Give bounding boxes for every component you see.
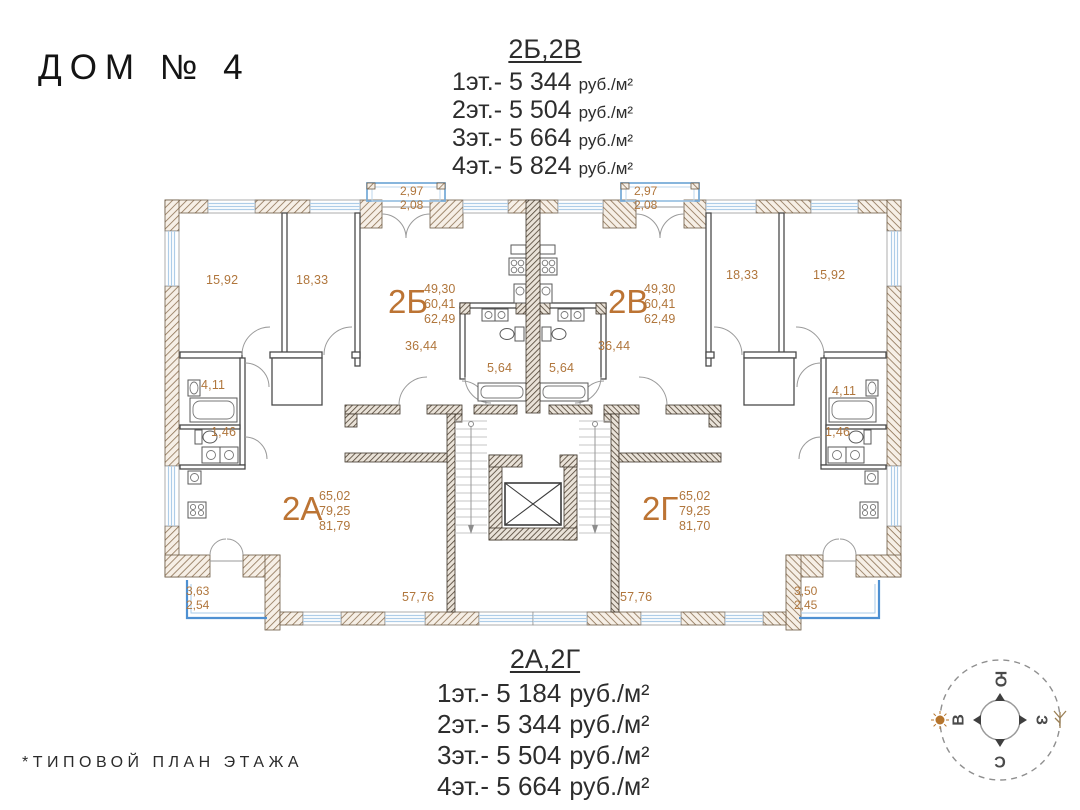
- price-header-2a2g: 2А,2Г: [509, 644, 581, 674]
- area-value: 65,02: [679, 489, 711, 503]
- room-label-left-bath-small: 5,64: [487, 361, 513, 375]
- room-label-left-bedroom1: 15,92: [206, 273, 239, 287]
- price-row: [420, 678, 670, 709]
- balcony-label-top-right: [634, 185, 657, 212]
- price-amount: 1эт.- 5 184: [437, 678, 562, 708]
- price-unit: руб./м²: [578, 75, 634, 94]
- center-wall: [526, 200, 540, 413]
- price-unit: руб./м²: [578, 131, 634, 150]
- balcony-dim: 2,45: [794, 597, 818, 612]
- apartment-areas-2b: [424, 282, 455, 326]
- balcony-dim: 2,97: [400, 184, 424, 198]
- room-label-right-bath-small: 5,64: [549, 361, 575, 375]
- price-unit: руб./м²: [569, 742, 650, 770]
- room-label-right-wc: 1,46: [825, 425, 851, 439]
- apartment-areas-2v: [644, 282, 675, 326]
- balcony-dim: 3,63: [186, 584, 210, 598]
- area-value: 49,30: [424, 282, 456, 296]
- price-row: [430, 152, 660, 180]
- compass-label-south: Ю: [991, 670, 1009, 688]
- room-label-left-bedroom2: 18,33: [296, 273, 329, 287]
- area-value: 79,25: [319, 503, 351, 518]
- price-amount: 2эт.- 5 504: [452, 96, 572, 124]
- price-amount: 4эт.- 5 824: [452, 152, 572, 180]
- elevator-shaft: [489, 455, 577, 540]
- balcony-dim: 3,50: [794, 584, 818, 598]
- room-label-right-hall: 57,76: [620, 590, 653, 604]
- price-rows-2b2v: [430, 68, 660, 180]
- price-block-2a2g: [420, 644, 670, 802]
- apartment-label-2a: 2А: [282, 490, 323, 527]
- compass-rose: [928, 648, 1072, 798]
- price-row: [420, 771, 670, 802]
- compass-label-north: С: [994, 752, 1006, 770]
- area-value: 62,49: [644, 311, 676, 326]
- price-rows-2a2g: [420, 678, 670, 802]
- balcony-label-top-left: [400, 185, 423, 212]
- price-amount: 3эт.- 5 504: [437, 740, 562, 770]
- area-value: 60,41: [644, 296, 676, 311]
- price-row: [430, 68, 660, 96]
- room-label-left-hall: 57,76: [402, 590, 435, 604]
- compass-arrow-west: [973, 715, 981, 725]
- compass-arrow-south: [995, 739, 1005, 747]
- price-amount: 4эт.- 5 664: [437, 771, 562, 801]
- room-label-right-bedroom1: 15,92: [813, 268, 846, 282]
- price-header-2b2v: 2Б,2В: [508, 34, 582, 64]
- price-amount: 1эт.- 5 344: [452, 68, 572, 96]
- area-value: 62,49: [424, 311, 456, 326]
- price-amount: 3эт.- 5 664: [452, 124, 572, 152]
- page-title: ДОМ № 4: [38, 48, 251, 87]
- area-value: 81,79: [319, 518, 351, 533]
- price-row: [430, 124, 660, 152]
- balcony-dim: 2,08: [634, 197, 658, 212]
- room-label-left-wc: 1,46: [211, 425, 237, 439]
- compass-label-east: В: [950, 714, 968, 726]
- room-label-right-living: 36,44: [598, 339, 631, 353]
- price-block-2b2v: [430, 34, 660, 180]
- apartment-areas-2g: [679, 489, 710, 533]
- price-unit: руб./м²: [578, 159, 634, 178]
- footnote: *ТИПОВОЙ ПЛАН ЭТАЖА: [22, 754, 304, 771]
- price-row: [420, 709, 670, 740]
- price-row: [420, 740, 670, 771]
- price-unit: руб./м²: [578, 103, 634, 122]
- balcony-dim: 2,97: [634, 184, 658, 198]
- apartment-label-2v: 2В: [608, 283, 649, 320]
- price-unit: руб./м²: [569, 773, 650, 801]
- apartment-areas-2a: [319, 489, 350, 533]
- compass-label-west: З: [1032, 714, 1050, 726]
- room-label-right-bedroom2: 18,33: [726, 268, 759, 282]
- room-label-right-bath: 4,11: [832, 384, 857, 398]
- tree-icon: [1054, 711, 1066, 728]
- price-amount: 2эт.- 5 344: [437, 709, 562, 739]
- price-unit: руб./м²: [569, 680, 650, 708]
- stairs-icon: [455, 421, 487, 534]
- apartment-label-2g: 2Г: [642, 490, 679, 527]
- floor-plan-drawing: [163, 181, 903, 643]
- apartment-label-2b: 2Б: [388, 283, 429, 320]
- balcony-dim: 2,54: [186, 597, 210, 612]
- area-value: 65,02: [319, 489, 351, 503]
- area-value: 60,41: [424, 296, 456, 311]
- compass-arrow-east: [1019, 715, 1027, 725]
- price-unit: руб./м²: [569, 711, 650, 739]
- sun-icon: [931, 711, 949, 729]
- balcony-label-bottom-right: [794, 585, 817, 612]
- price-row: [430, 96, 660, 124]
- compass-arrow-north: [995, 693, 1005, 701]
- room-label-left-bath: 4,11: [201, 378, 226, 392]
- room-label-left-living: 36,44: [405, 339, 438, 353]
- balcony-label-bottom-left: [186, 585, 209, 612]
- area-value: 81,70: [679, 518, 711, 533]
- area-value: 79,25: [679, 503, 711, 518]
- area-value: 49,30: [644, 282, 676, 296]
- plan-left-half: [165, 183, 533, 630]
- balcony-dim: 2,08: [400, 197, 424, 212]
